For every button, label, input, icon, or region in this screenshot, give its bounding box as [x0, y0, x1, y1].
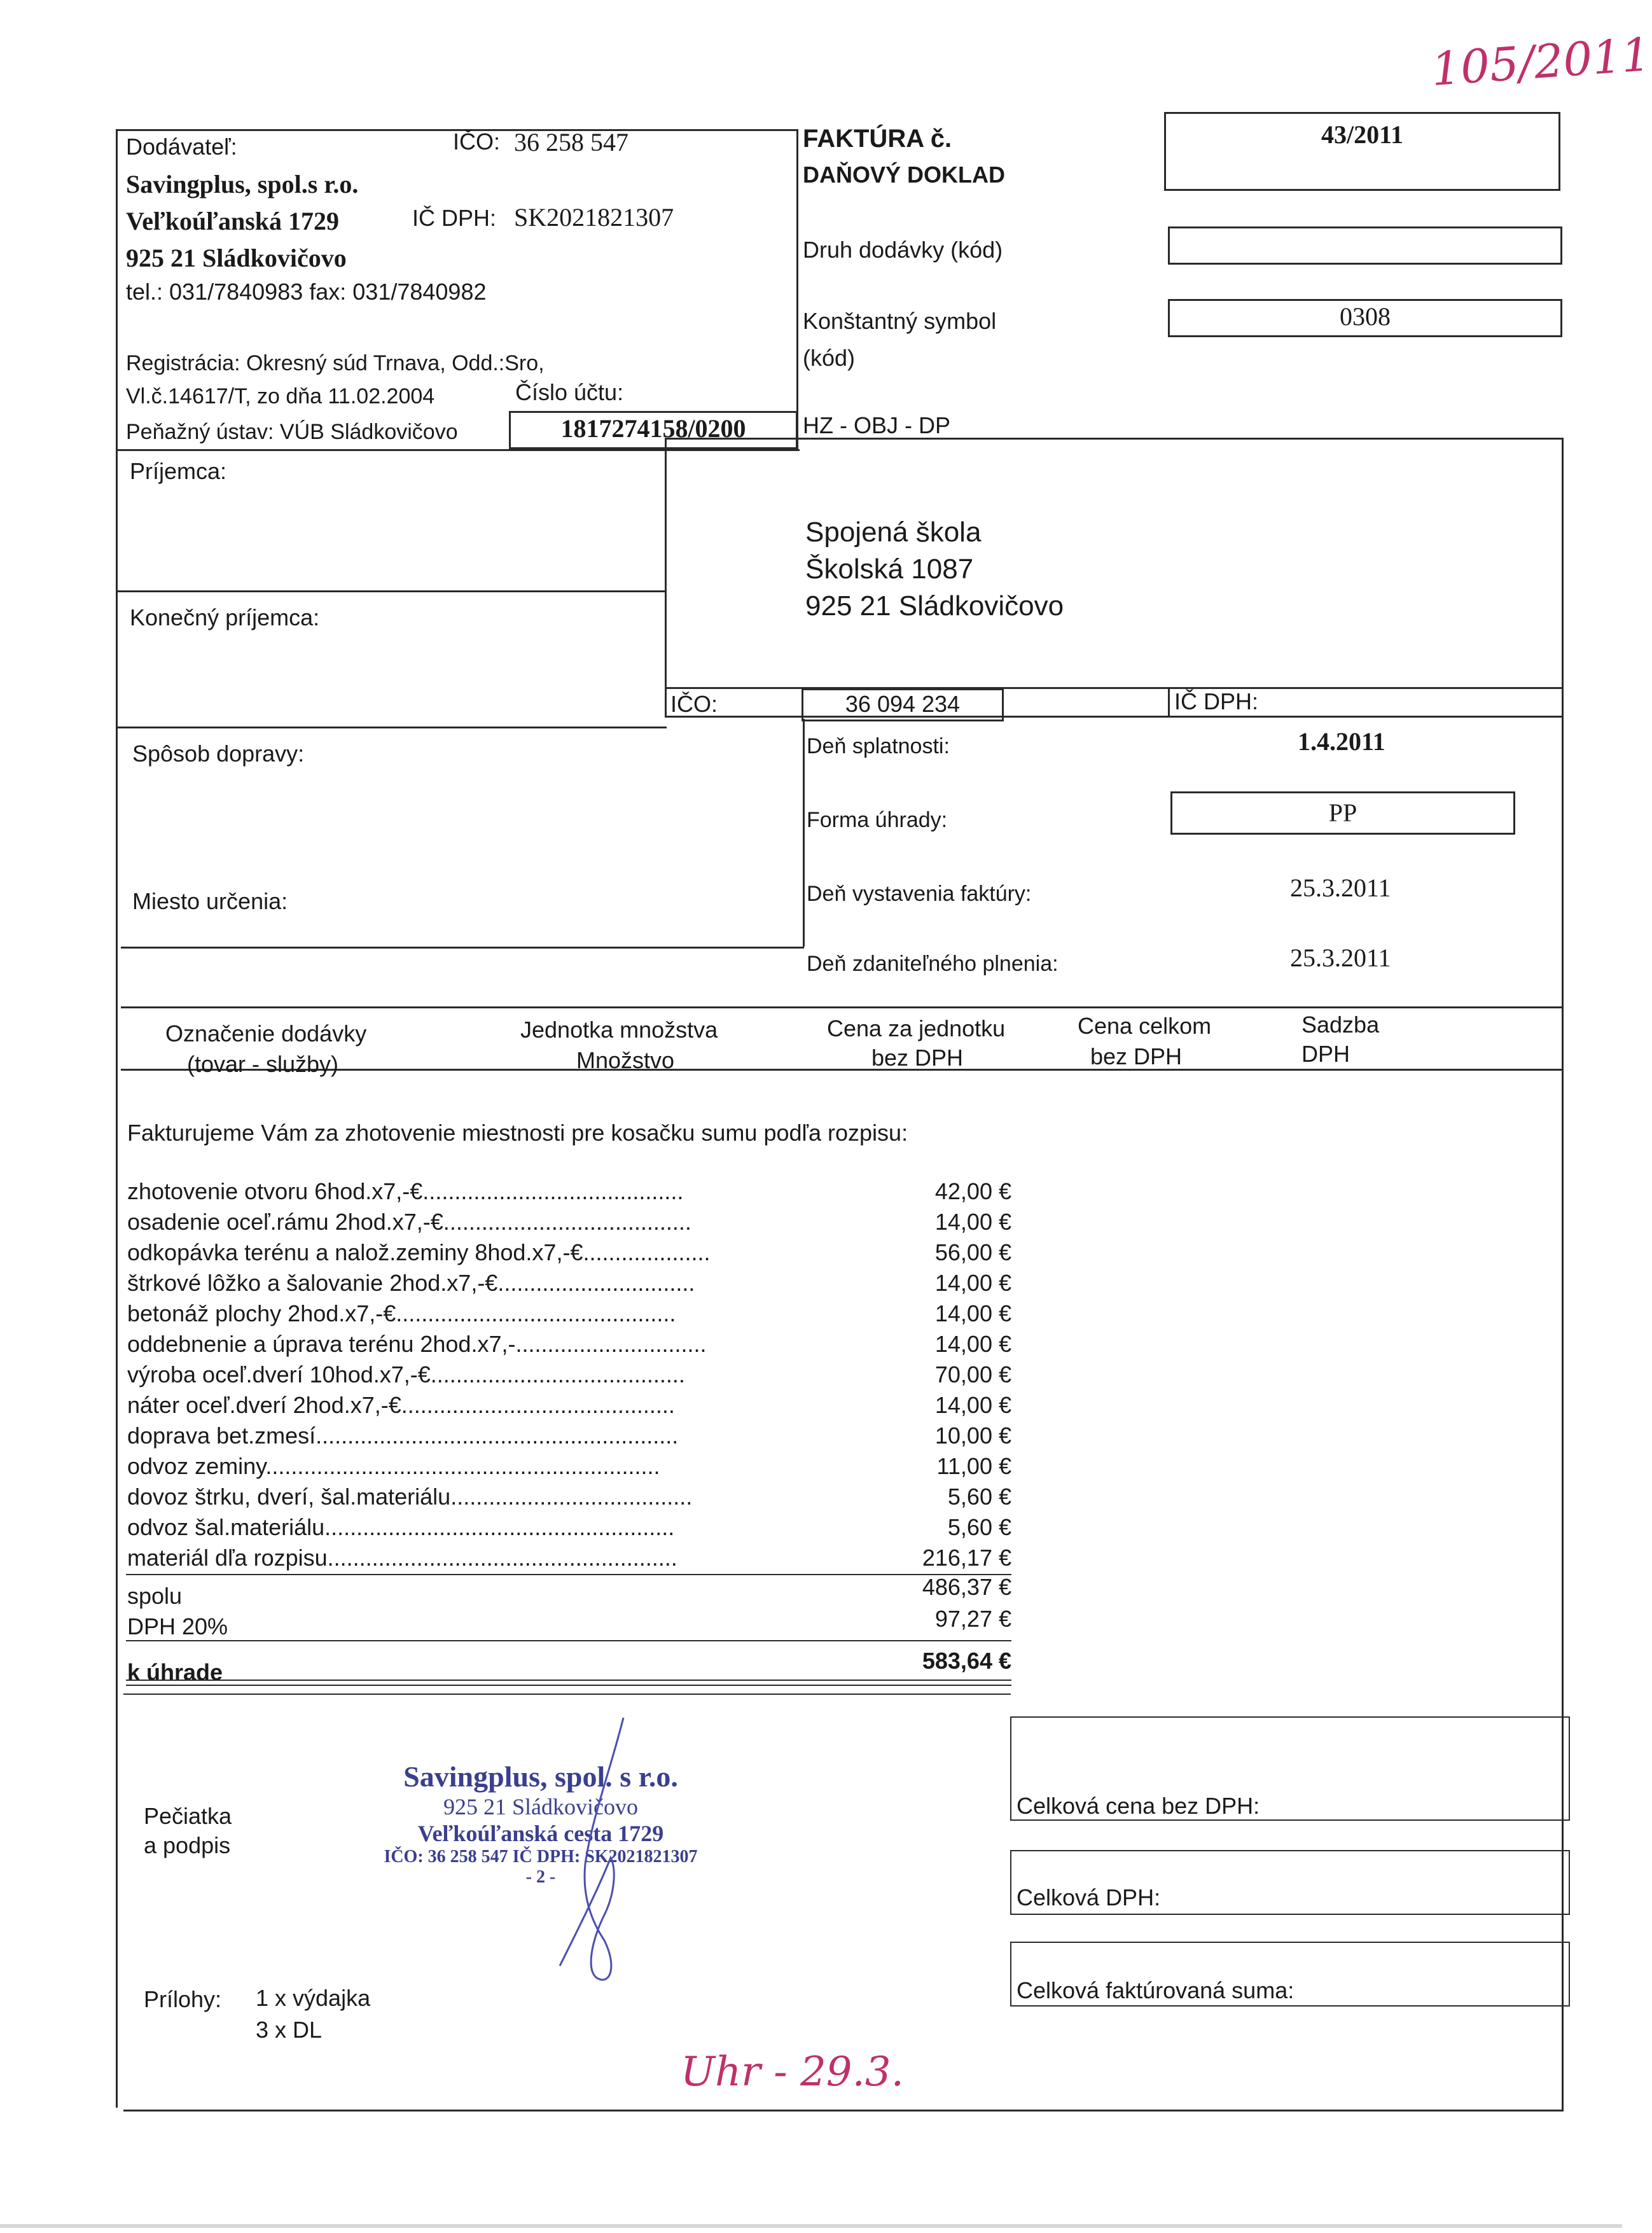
- supplier-icdph: SK2021821307: [514, 203, 674, 232]
- line-item: [127, 1545, 1011, 1573]
- line-item-description: oddebnenie a úprava terénu 2hod.x7,-..............................: [127, 1331, 707, 1357]
- line-item-amount: 14,00 €: [934, 1331, 1011, 1357]
- line-item: [127, 1453, 1011, 1481]
- line-item-amount: 14,00 €: [934, 1270, 1011, 1296]
- stamp-company-name: Savingplus, spol. s r.o.: [403, 1760, 678, 1793]
- line-item-description: štrkové lôžko a šalovanie 2hod.x7,-€...............................: [127, 1270, 695, 1296]
- columns-top-line: [121, 1006, 1564, 1008]
- delivery-type-box: [1168, 226, 1562, 265]
- sum-label: spolu: [127, 1583, 183, 1609]
- attachments-label: Prílohy:: [144, 1986, 222, 2012]
- recipient-ico-label: IČO:: [670, 691, 718, 717]
- line-item: [127, 1423, 1011, 1450]
- supplier-registration-1: Registrácia: Okresný súd Trnava, Odd.:Sro,: [126, 351, 545, 375]
- line-item-amount: 42,00 €: [934, 1178, 1011, 1204]
- payment-form-label: Forma úhrady:: [807, 808, 948, 832]
- account-label: Číslo účtu:: [515, 379, 624, 405]
- recipient-bottom-line: [116, 727, 667, 728]
- supplier-ico-label: IČO:: [453, 129, 501, 155]
- recipient-city: 925 21 Sládkovičovo: [805, 590, 1064, 622]
- invoice-reference: HZ - OBJ - DP: [803, 412, 950, 438]
- column-total-price-sub: bez DPH: [1090, 1043, 1183, 1069]
- line-item: [127, 1300, 1011, 1328]
- column-designation-sub: (tovar - služby): [187, 1051, 339, 1077]
- line-item-description: odkopávka terénu a nalož.zeminy 8hod.x7,-€....................: [127, 1239, 711, 1265]
- line-item-description: odvoz zeminy..............................................................: [127, 1453, 660, 1479]
- issue-date: 25.3.2011: [1290, 873, 1391, 902]
- supplier-ico: 36 258 547: [514, 128, 628, 157]
- line-item-description: výroba oceľ.dverí 10hod.x7,-€........................................: [127, 1361, 685, 1388]
- column-vat-rate: Sadzba: [1301, 1012, 1380, 1038]
- issue-date-label: Deň vystavenia faktúry:: [807, 882, 1032, 906]
- line-item-description: osadenie oceľ.rámu 2hod.x7,-€.......................................: [127, 1209, 691, 1235]
- due-date-label: Deň splatnosti:: [807, 734, 950, 758]
- line-item-amount: 70,00 €: [934, 1361, 1011, 1388]
- line-item: [127, 1178, 1011, 1206]
- line-item-description: odvoz šal.materiálu.......................................................: [127, 1514, 675, 1540]
- destination-bottom-line: [121, 947, 804, 949]
- invoice-number: 43/2011: [1321, 120, 1403, 149]
- supplier-street: Veľkoúľanská 1729: [126, 207, 340, 235]
- company-stamp: [344, 1760, 738, 1888]
- line-item-description: náter oceľ.dverí 2hod.x7,-€...........................................: [127, 1392, 675, 1418]
- recipient-street: Školská 1087: [805, 553, 974, 585]
- sum-value: 486,37 €: [922, 1574, 1011, 1600]
- stamp-street: Veľkoúľanská cesta 1729: [417, 1821, 664, 1846]
- supplier-registration-2: Vl.č.14617/T, zo dňa 11.02.2004: [126, 384, 435, 408]
- supplier-label: Dodávateľ:: [126, 134, 237, 160]
- scan-edge-line: [0, 2224, 1622, 2228]
- line-item-amount: 216,17 €: [922, 1545, 1011, 1571]
- total-sum-label: Celková faktúrovaná suma:: [1017, 1977, 1295, 2003]
- constant-symbol-label-code: (kód): [803, 345, 856, 371]
- supplier-divider: [796, 129, 798, 449]
- total-net-label: Celková cena bez DPH:: [1017, 1793, 1260, 1819]
- line-item-description: materiál dľa rozpisu.......................................................: [127, 1545, 677, 1571]
- line-item: [127, 1239, 1011, 1267]
- due-date: 1.4.2011: [1298, 727, 1385, 756]
- line-item-description: zhotovenie otvoru 6hod.x7,-€.........................................: [127, 1178, 684, 1204]
- transport-divider: [803, 719, 805, 947]
- line-item-description: betonáž plochy 2hod.x7,-€............................................: [127, 1300, 676, 1326]
- amount-due-label: k úhrade: [127, 1659, 223, 1685]
- transport-label: Spôsob dopravy:: [132, 741, 305, 767]
- invoice-title: FAKTÚRA č.: [803, 125, 952, 153]
- invoice-intro: Fakturujeme Vám za zhotovenie miestnosti pre kosačku sumu podľa rozpisu:: [127, 1120, 908, 1146]
- delivery-type-label: Druh dodávky (kód): [803, 237, 1003, 263]
- column-total-price: Cena celkom: [1078, 1013, 1212, 1039]
- invoice-subtitle: DAŇOVÝ DOKLAD: [803, 162, 1006, 188]
- supplier-phone: tel.: 031/7840983 fax: 031/7840982: [126, 279, 487, 305]
- line-item-description: dovoz štrku, dverí, šal.materiálu......................................: [127, 1484, 693, 1510]
- line-item: [127, 1361, 1011, 1389]
- amount-due: 583,64 €: [922, 1648, 1011, 1674]
- vat-value: 97,27 €: [934, 1606, 1011, 1632]
- column-designation: Označenie dodávky: [165, 1020, 367, 1047]
- constant-symbol-value: 0308: [1340, 302, 1391, 331]
- line-item: [127, 1331, 1011, 1359]
- line-item-amount: 5,60 €: [947, 1514, 1011, 1540]
- column-unit-price: Cena za jednotku: [827, 1015, 1006, 1041]
- supplier-name: Savingplus, spol.s r.o.: [126, 170, 359, 198]
- constant-symbol-label: Konštantný symbol: [803, 308, 997, 334]
- line-item-description: doprava bet.zmesí.........................................................: [127, 1423, 679, 1449]
- frame-left-line: [116, 129, 118, 2108]
- total-double-rule: [126, 1680, 1011, 1681]
- attachment-item: 3 x DL: [256, 2017, 323, 2043]
- payment-form: PP: [1328, 798, 1357, 827]
- recipient-divider: [116, 590, 666, 592]
- stamp-label: Pečiatka: [144, 1803, 232, 1829]
- stamp-ids: IČO: 36 258 547 IČ DPH: SK2021821307: [384, 1847, 698, 1867]
- frame-bottom-line: [123, 2110, 1564, 2111]
- line-item-amount: 5,60 €: [947, 1484, 1011, 1510]
- column-quantity: Množstvo: [576, 1047, 675, 1073]
- signature-label: a podpis: [144, 1832, 231, 1858]
- recipient-ico: 36 094 234: [845, 691, 961, 717]
- footer-top-line: [123, 1694, 1011, 1695]
- recipient-name: Spojená škola: [805, 517, 982, 548]
- line-item-amount: 10,00 €: [934, 1423, 1011, 1449]
- handwritten-note: Uhr - 29.3.: [681, 2049, 904, 2096]
- column-unit-price-sub: bez DPH: [871, 1045, 964, 1071]
- recipient-icdph-label: IČ DPH:: [1174, 688, 1259, 714]
- destination-label: Miesto určenia:: [132, 888, 288, 914]
- stamp-number: - 2 -: [525, 1867, 556, 1887]
- column-vat-rate-sub: DPH: [1301, 1041, 1350, 1067]
- stamp-city: 925 21 Sládkovičovo: [443, 1794, 638, 1819]
- supplier-city: 925 21 Sládkovičovo: [126, 244, 347, 272]
- total-rule: [126, 1640, 1011, 1641]
- attachment-item: 1 x výdajka: [256, 1985, 371, 2011]
- taxable-date-label: Deň zdaniteľného plnenia:: [807, 952, 1059, 976]
- line-item: [127, 1514, 1011, 1542]
- account-number: 1817274158/0200: [560, 414, 746, 443]
- total-double-rule-2: [126, 1685, 1011, 1686]
- line-item: [127, 1209, 1011, 1237]
- taxable-date: 25.3.2011: [1290, 943, 1391, 972]
- column-unit: Jednotka množstva: [520, 1017, 718, 1043]
- recipient-label: Príjemca:: [130, 458, 227, 484]
- line-item: [127, 1270, 1011, 1298]
- supplier-icdph-label: IČ DPH:: [412, 205, 497, 231]
- total-vat-label: Celková DPH:: [1017, 1884, 1161, 1910]
- line-item-amount: 14,00 €: [934, 1300, 1011, 1326]
- line-item: [127, 1484, 1011, 1512]
- line-item-amount: 14,00 €: [934, 1209, 1011, 1235]
- final-recipient-label: Konečný príjemca:: [130, 604, 320, 630]
- recipient-address-box: [665, 438, 1564, 718]
- handwritten-reference: 105/2011: [1429, 27, 1652, 96]
- line-item-amount: 56,00 €: [934, 1239, 1011, 1265]
- supplier-bank: Peňažný ústav: VÚB Sládkovičovo: [126, 420, 458, 444]
- vat-label: DPH 20%: [127, 1613, 228, 1639]
- signature-icon: [547, 1711, 662, 1991]
- line-item-amount: 14,00 €: [934, 1392, 1011, 1418]
- line-item-amount: 11,00 €: [936, 1453, 1011, 1479]
- line-item: [127, 1392, 1011, 1420]
